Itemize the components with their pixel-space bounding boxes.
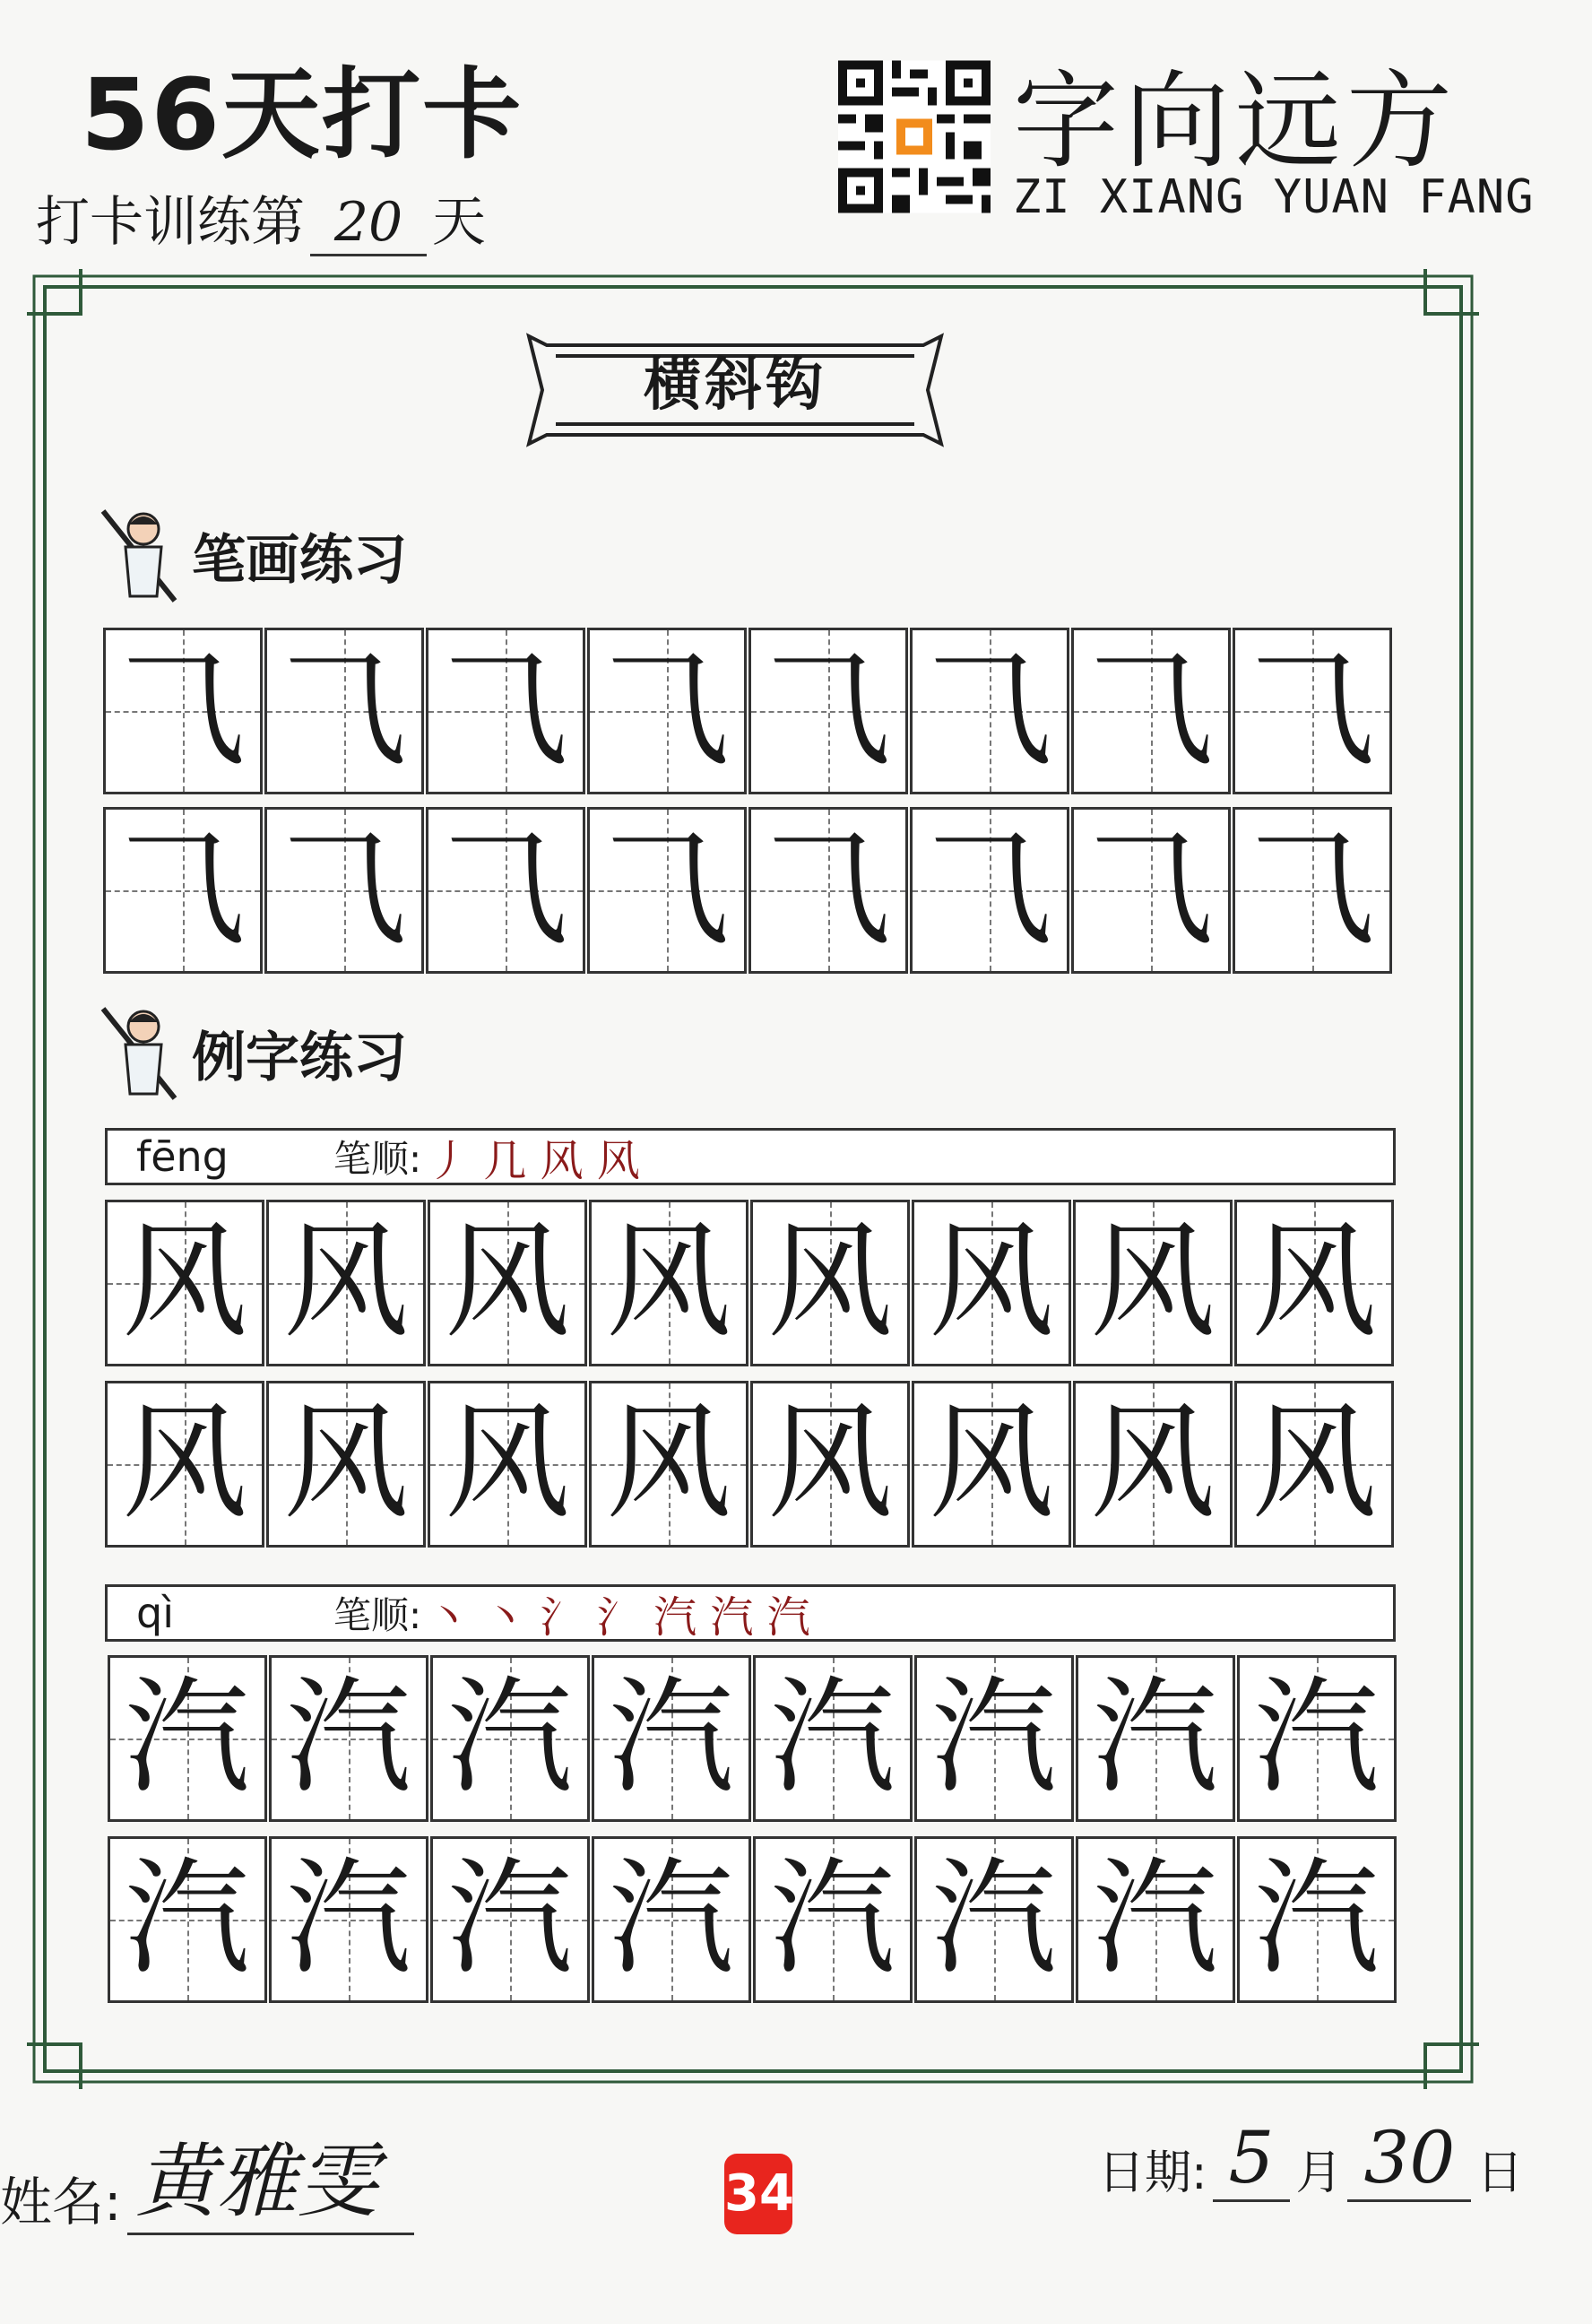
grid-row	[108, 1836, 1398, 2003]
tian-grid-cell	[426, 807, 585, 974]
tian-grid-cell	[428, 1381, 587, 1548]
practice-char: 风	[1089, 1391, 1216, 1537]
practice-char: 风	[1089, 1210, 1216, 1356]
tian-grid-cell	[108, 1836, 267, 2003]
day-number: 20	[310, 191, 427, 256]
stroke-practice-grid	[103, 628, 1394, 974]
stroke-order-label: 笔顺:	[333, 1593, 422, 1637]
practice-char: 风	[928, 1210, 1054, 1356]
tian-grid-cell	[1233, 807, 1392, 974]
practice-char: 汽	[608, 1665, 734, 1811]
tian-grid-cell	[1237, 1655, 1397, 1822]
char-grid-feng	[105, 1200, 1396, 1548]
pinyin: qì	[136, 1589, 174, 1637]
date-label: 日期:	[1098, 2146, 1207, 2200]
month-unit: 月	[1295, 2146, 1343, 2200]
practice-char: 汽	[124, 1665, 250, 1811]
practice-char: 风	[121, 1391, 247, 1537]
section-example-title: 例字练习	[192, 1027, 407, 1089]
section-stroke-practice	[99, 507, 407, 605]
pinyin-row-feng	[105, 1128, 1396, 1185]
practice-char: ⺄	[765, 637, 891, 784]
stroke-order-label: 笔顺:	[333, 1137, 422, 1181]
practice-char: ⺄	[281, 637, 407, 784]
grid-row	[105, 1200, 1396, 1366]
tian-grid-cell	[914, 1836, 1074, 2003]
practice-char: ⺄	[1249, 817, 1375, 963]
name-value: 黄雅雯	[127, 2116, 414, 2235]
practice-char: 汽	[1253, 1846, 1380, 1992]
grid-row	[103, 807, 1394, 974]
practice-char: ⺄	[926, 637, 1052, 784]
banner-title: 横斜钩	[644, 352, 826, 419]
practice-char: 风	[1250, 1210, 1377, 1356]
tian-grid-cell	[264, 628, 424, 794]
practice-char: 风	[605, 1391, 731, 1537]
stroke-order-sequence: 丿 几 风 风	[427, 1135, 640, 1186]
tian-grid-cell	[753, 1836, 913, 2003]
tian-grid-cell	[1073, 1200, 1233, 1366]
tian-grid-cell	[1237, 1836, 1397, 2003]
practice-char: ⺄	[442, 637, 568, 784]
practice-char: 汽	[769, 1846, 896, 1992]
tian-grid-cell	[430, 1836, 590, 2003]
practice-char: 汽	[930, 1665, 1057, 1811]
tian-grid-cell	[1233, 628, 1392, 794]
practice-char: 风	[766, 1210, 893, 1356]
date-month: 5	[1213, 2116, 1291, 2202]
tian-grid-cell	[1071, 628, 1231, 794]
calligrapher-icon	[99, 1004, 179, 1103]
practice-char: 汽	[446, 1665, 573, 1811]
practice-char: ⺄	[119, 637, 246, 784]
stroke-order-sequence: 丶 丶 氵 氵 汽 汽 汽	[427, 1591, 810, 1643]
practice-char: 汽	[446, 1846, 573, 1992]
page-number-badge: 34	[724, 2154, 792, 2234]
tian-grid-cell	[103, 807, 263, 974]
practice-char: ⺄	[1087, 817, 1214, 963]
date-day: 30	[1347, 2116, 1471, 2202]
practice-char: 风	[444, 1391, 570, 1537]
tian-grid-cell	[266, 1381, 426, 1548]
tian-grid-cell	[912, 1381, 1071, 1548]
footer-date	[1098, 2116, 1523, 2202]
practice-char: 风	[928, 1391, 1054, 1537]
brand-logo-en: ZI XIANG YUAN FANG	[1013, 170, 1535, 224]
tian-grid-cell	[1076, 1836, 1235, 2003]
tian-grid-cell	[103, 628, 263, 794]
practice-char: 风	[282, 1391, 409, 1537]
practice-char: 风	[282, 1210, 409, 1356]
tian-grid-cell	[1071, 807, 1231, 974]
daily-prefix: 打卡训练第	[36, 191, 305, 254]
tian-grid-cell	[912, 1200, 1071, 1366]
footer-name	[0, 2116, 414, 2235]
practice-char: 汽	[769, 1665, 896, 1811]
tian-grid-cell	[428, 1200, 587, 1366]
name-label: 姓名:	[0, 2172, 122, 2233]
practice-char: ⺄	[926, 817, 1052, 963]
practice-char: 汽	[608, 1846, 734, 1992]
tian-grid-cell	[1234, 1200, 1394, 1366]
practice-char: 汽	[1092, 1665, 1218, 1811]
tian-grid-cell	[108, 1655, 267, 1822]
tian-grid-cell	[105, 1381, 264, 1548]
practice-char: ⺄	[765, 817, 891, 963]
tian-grid-cell	[753, 1655, 913, 1822]
practice-char: 汽	[285, 1846, 411, 1992]
practice-char: ⺄	[281, 817, 407, 963]
tian-grid-cell	[264, 807, 424, 974]
practice-char: 风	[444, 1210, 570, 1356]
tian-grid-cell	[750, 1200, 910, 1366]
practice-char: ⺄	[119, 817, 246, 963]
calligrapher-icon	[99, 507, 179, 605]
qr-code-icon	[838, 58, 991, 215]
tian-grid-cell	[269, 1655, 428, 1822]
pinyin: fēng	[136, 1132, 229, 1181]
day-unit: 日	[1476, 2146, 1524, 2200]
section-stroke-title: 笔画练习	[192, 529, 407, 592]
tian-grid-cell	[748, 807, 908, 974]
tian-grid-cell	[750, 1381, 910, 1548]
tian-grid-cell	[426, 628, 585, 794]
practice-char: 风	[1250, 1391, 1377, 1537]
page-title: 56天打卡	[81, 57, 523, 172]
pinyin-row-qi	[105, 1584, 1396, 1642]
tian-grid-cell	[269, 1836, 428, 2003]
practice-char: 汽	[124, 1846, 250, 1992]
practice-char: 汽	[930, 1846, 1057, 1992]
practice-char: 汽	[285, 1665, 411, 1811]
practice-char: ⺄	[442, 817, 568, 963]
tian-grid-cell	[587, 628, 747, 794]
practice-char: ⺄	[1087, 637, 1214, 784]
tian-grid-cell	[105, 1200, 264, 1366]
section-example-practice	[99, 1004, 407, 1103]
practice-char: 风	[605, 1210, 731, 1356]
brand-logo-cn: 字向远方	[1013, 59, 1458, 183]
tian-grid-cell	[1234, 1381, 1394, 1548]
tian-grid-cell	[914, 1655, 1074, 1822]
tian-grid-cell	[587, 807, 747, 974]
tian-grid-cell	[592, 1655, 751, 1822]
tian-grid-cell	[589, 1200, 748, 1366]
char-grid-qi	[108, 1655, 1398, 2003]
practice-char: 风	[766, 1391, 893, 1537]
grid-row	[105, 1381, 1396, 1548]
grid-row	[108, 1655, 1398, 1822]
grid-row	[103, 628, 1394, 794]
daily-checkin-line	[36, 179, 486, 256]
daily-suffix: 天	[432, 191, 486, 254]
tian-grid-cell	[910, 628, 1069, 794]
tian-grid-cell	[910, 807, 1069, 974]
tian-grid-cell	[592, 1836, 751, 2003]
tian-grid-cell	[266, 1200, 426, 1366]
practice-char: ⺄	[603, 637, 730, 784]
tian-grid-cell	[430, 1655, 590, 1822]
practice-char: 汽	[1253, 1665, 1380, 1811]
tian-grid-cell	[748, 628, 908, 794]
practice-char: 风	[121, 1210, 247, 1356]
tian-grid-cell	[589, 1381, 748, 1548]
tian-grid-cell	[1073, 1381, 1233, 1548]
practice-char: ⺄	[1249, 637, 1375, 784]
practice-char: 汽	[1092, 1846, 1218, 1992]
tian-grid-cell	[1076, 1655, 1235, 1822]
practice-char: ⺄	[603, 817, 730, 963]
